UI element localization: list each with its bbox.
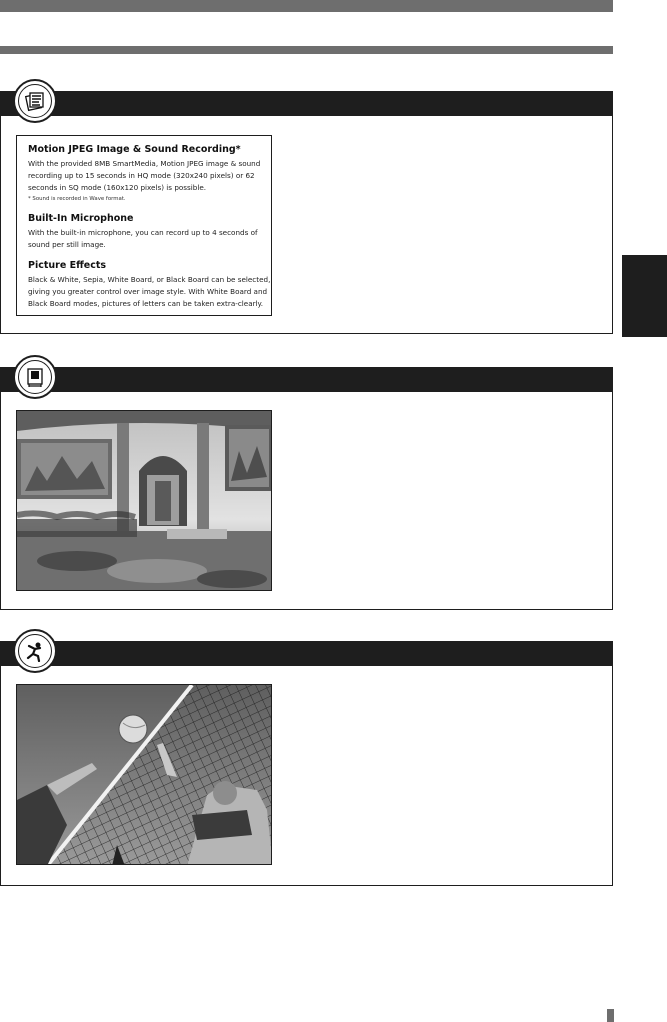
- sports-mode-icon: [13, 629, 57, 673]
- section-header-bar: [1, 92, 612, 116]
- chapter-tab: [622, 255, 667, 337]
- feature-title: Picture Effects: [28, 260, 107, 271]
- picture-effects-icon: [13, 79, 57, 123]
- top-gray-bar: [0, 0, 613, 12]
- feature-line: sound per still image.: [28, 240, 106, 249]
- feature-note: * Sound is recorded in Wave format.: [28, 196, 126, 202]
- feature-line: With the provided 8MB SmartMedia, Motion JPEG image & sound: [28, 159, 261, 168]
- feature-line: recording up to 15 seconds in HQ mode (320x240 pixels) or 62: [28, 171, 255, 180]
- section-picture-effects: [0, 91, 613, 334]
- section-interior: [0, 367, 613, 610]
- feature-title: Built-In Microphone: [28, 213, 134, 224]
- rotunda-interior-photo: [16, 410, 272, 591]
- feature-line: With the built-in microphone, you can record up to 4 seconds of: [28, 228, 258, 237]
- feature-title: Motion JPEG Image & Sound Recording*: [28, 144, 241, 155]
- section-header-bar: [1, 642, 612, 666]
- interior-scene-icon: [13, 355, 57, 399]
- section-sports: [0, 641, 613, 886]
- feature-text-box: [16, 135, 272, 316]
- beach-volleyball-photo: [16, 684, 272, 865]
- section-header-bar: [1, 368, 612, 392]
- feature-line: Black & White, Sepia, White Board, or Black Board can be selected,: [28, 275, 271, 284]
- feature-line: Black Board modes, pictures of letters can be taken extra-clearly.: [28, 299, 264, 308]
- header-gray-rule: [0, 46, 613, 54]
- feature-line: giving you greater control over image style. With White Board and: [28, 287, 268, 296]
- feature-line: seconds in SQ mode (160x120 pixels) is possible.: [28, 183, 207, 192]
- page-edge-tab: [607, 1009, 614, 1022]
